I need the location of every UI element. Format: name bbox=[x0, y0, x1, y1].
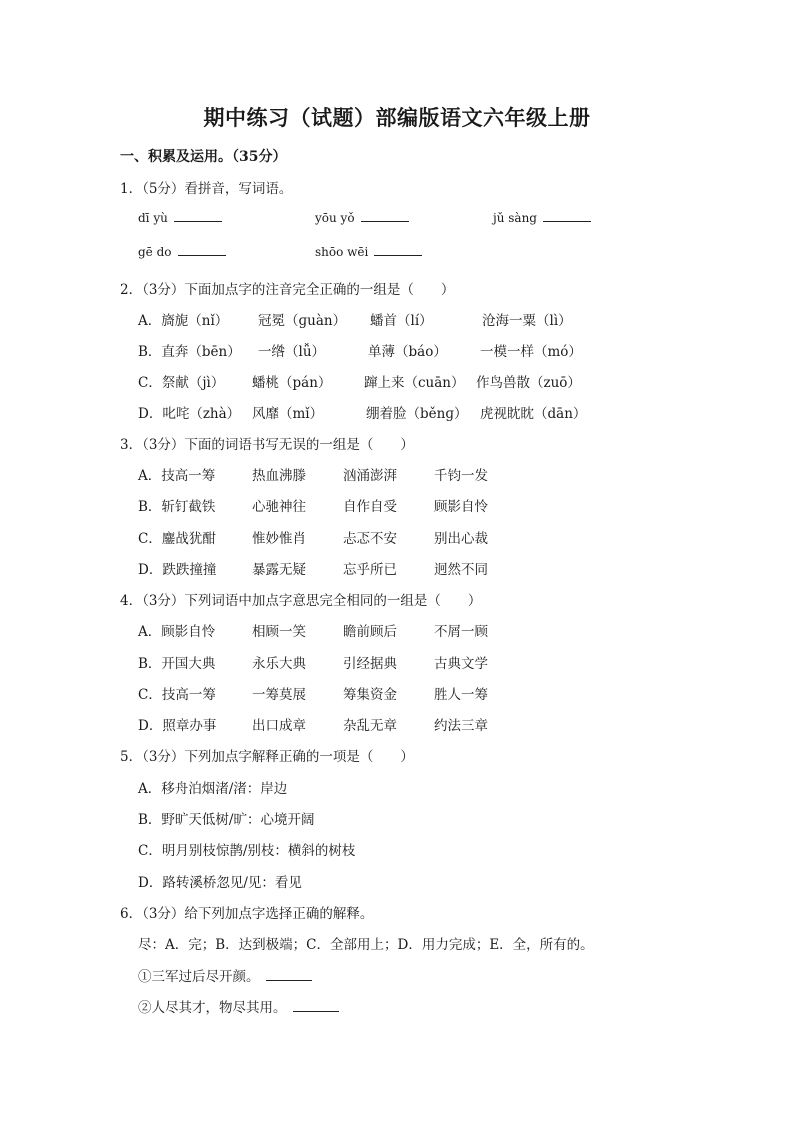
question-3-stem: 3．（3分）下面的词语书写无误的一组是（ ） bbox=[120, 437, 414, 453]
answer-blank[interactable] bbox=[543, 211, 591, 222]
option-d: D．叱咤（zhà） bbox=[138, 406, 241, 422]
option-item: 汹涌澎湃 bbox=[343, 468, 397, 484]
option-item: 约法三章 bbox=[434, 718, 488, 734]
sub-question-2: ②人尽其才，物尽其用。 bbox=[138, 996, 339, 1016]
option-item: 惟妙惟肖 bbox=[252, 531, 306, 547]
option-d: D．路转溪桥忽见/见：看见 bbox=[138, 875, 302, 891]
option-item: 暴露无疑 bbox=[252, 562, 306, 578]
option-item: 出口成章 bbox=[252, 718, 306, 734]
option-b: B．野旷天低树/旷：心境开阔 bbox=[138, 812, 315, 828]
option-item: 别出心裁 bbox=[434, 531, 488, 547]
option-c: C．技高一筹 bbox=[138, 687, 216, 703]
definition-line: 尽：A．完；B．达到极端；C．全部用上；D．用力完成；E．全，所有的。 bbox=[138, 937, 594, 953]
option-item: 蟠桃（pán） bbox=[252, 375, 332, 391]
sub-question-1: ①三军过后尽开颜。 bbox=[138, 965, 312, 985]
answer-blank[interactable] bbox=[178, 245, 226, 256]
pinyin-item: yōu yǒ bbox=[315, 211, 409, 225]
option-item: 杂乱无章 bbox=[343, 718, 397, 734]
option-a: A．技高一筹 bbox=[138, 468, 216, 484]
option-item: 忘乎所已 bbox=[343, 562, 397, 578]
answer-blank[interactable] bbox=[374, 245, 422, 256]
option-item: 胜人一筹 bbox=[434, 687, 488, 703]
option-item: 单薄（báo） bbox=[368, 344, 447, 360]
question-5-stem: 5．（3分）下列加点字解释正确的一项是（ ） bbox=[120, 749, 414, 765]
page-title: 期中练习（试题）部编版语文六年级上册 bbox=[203, 105, 591, 130]
option-a: A．顾影自怜 bbox=[138, 624, 216, 640]
option-item: 蟠首（lí） bbox=[370, 313, 433, 329]
pinyin-item: shōo wēi bbox=[315, 245, 422, 259]
answer-blank[interactable] bbox=[266, 970, 312, 981]
option-a: A．旖旎（nǐ） bbox=[138, 313, 229, 329]
answer-blank[interactable] bbox=[174, 211, 222, 222]
option-item: 一绺（lǚ） bbox=[258, 344, 326, 360]
answer-blank[interactable] bbox=[293, 1001, 339, 1012]
option-item: 心驰神往 bbox=[252, 499, 306, 515]
option-b: B．直奔（bēn） bbox=[138, 344, 241, 360]
option-item: 一模一样（mó） bbox=[480, 344, 582, 360]
option-item: 瞻前顾后 bbox=[343, 624, 397, 640]
question-6-stem: 6．（3分）给下列加点字选择正确的解释。 bbox=[120, 906, 374, 922]
option-a: A．移舟泊烟渚/渚：岸边 bbox=[138, 781, 288, 797]
option-item: 迥然不同 bbox=[434, 562, 488, 578]
option-item: 古典文学 bbox=[434, 656, 488, 672]
option-c: C．明月别枝惊鹊/别枝：横斜的树枝 bbox=[138, 843, 356, 859]
option-item: 引经据典 bbox=[343, 656, 397, 672]
option-item: 永乐大典 bbox=[252, 656, 306, 672]
option-item: 虎视眈眈（dān） bbox=[480, 406, 587, 422]
option-item: 沧海一粟（lì） bbox=[482, 313, 572, 329]
option-item: 蹿上来（cuān） bbox=[364, 375, 465, 391]
option-item: 顾影自怜 bbox=[434, 499, 488, 515]
option-item: 千钧一发 bbox=[434, 468, 488, 484]
question-1-stem: 1．（5分）看拼音，写词语。 bbox=[120, 181, 293, 197]
question-4-stem: 4．（3分）下列词语中加点字意思完全相同的一组是（ ） bbox=[120, 593, 482, 609]
option-item: 相顾一笑 bbox=[252, 624, 306, 640]
option-item: 一筹莫展 bbox=[252, 687, 306, 703]
question-2-stem: 2．（3分）下面加点字的注音完全正确的一组是（ ） bbox=[120, 282, 455, 298]
option-b: B．开国大典 bbox=[138, 656, 216, 672]
option-c: C．祭献（jì） bbox=[138, 375, 225, 391]
pinyin-item: gē do bbox=[138, 245, 226, 259]
option-c: C．鏖战犹酣 bbox=[138, 531, 216, 547]
pinyin-item: dī yù bbox=[138, 211, 222, 225]
option-item: 自作自受 bbox=[343, 499, 397, 515]
option-item: 忐忑不安 bbox=[343, 531, 397, 547]
option-b: B．斩钉截铁 bbox=[138, 499, 216, 515]
option-d: D．照章办事 bbox=[138, 718, 217, 734]
option-item: 冠冕（ɡuàn） bbox=[258, 313, 347, 329]
option-item: 绷着脸（běnɡ） bbox=[366, 406, 468, 422]
section-heading: 一、积累及运用。（35分） bbox=[120, 149, 287, 165]
answer-blank[interactable] bbox=[361, 211, 409, 222]
pinyin-item: jǔ sàng bbox=[493, 211, 591, 225]
option-item: 不屑一顾 bbox=[434, 624, 488, 640]
option-item: 热血沸滕 bbox=[252, 468, 306, 484]
option-item: 作鸟兽散（zuō） bbox=[476, 375, 581, 391]
option-item: 风靡（mǐ） bbox=[252, 406, 324, 422]
option-d: D．跌跌撞撞 bbox=[138, 562, 217, 578]
option-item: 筹集资金 bbox=[343, 687, 397, 703]
